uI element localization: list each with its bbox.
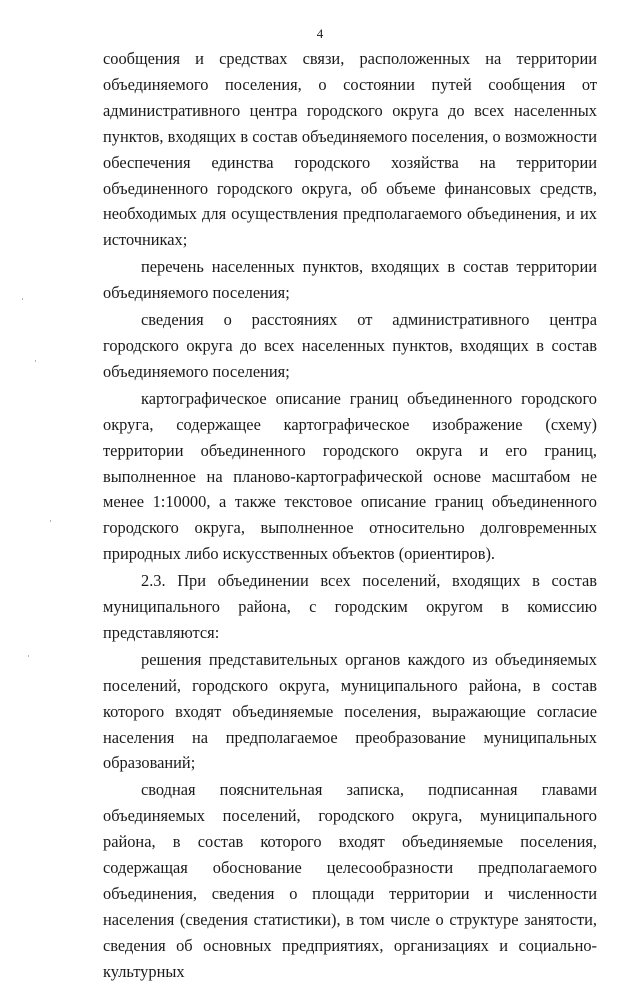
- paragraph-section-2-3: 2.3. При объединении всех поселений, входящих в состав муниципального района, с городским округом в комиссию представляются:: [103, 571, 597, 642]
- document-body: [103, 46, 597, 985]
- paragraph-cartographic-description: картографическое описание границ объединенного городского округа, содержащее картографическое изображение (схему) территории объединенного городского округа и его границ, выполненное на планово-картографической основе масштабом не менее 1:10000, а также текстовое описание границ объединенного городского округа, выполненное относительно долговременных природных либо искусственных объектов (ориентиров).: [103, 388, 597, 564]
- scan-speck: [50, 520, 51, 522]
- paragraph-settlements-list: перечень населенных пунктов, входящих в состав территории объединяемого поселения;: [103, 257, 597, 303]
- paragraph-decisions: решения представительных органов каждого из объединяемых поселений, городского округа, муниципального района, в состав которого входят объединяемые поселения, выражающие согласие населения на предполагаемое преобразование муниципальных образований;: [103, 649, 597, 773]
- scan-speck: [35, 360, 36, 362]
- page-number: 4: [316, 26, 324, 41]
- scan-speck: [28, 655, 29, 657]
- paragraph-continuation: сообщения и средствах связи, расположенных на территории объединяемого поселения, о состоянии путей сообщения от административного центра городского округа до всех населенных пунктов, входящих в состав объединяемого поселения, о возможности обеспечения единства городского хозяйства на территории объединенного городского округа, об объеме финансовых средств, необходимых для осуществления предполагаемого объединения, и их источниках;: [103, 49, 597, 250]
- scan-speck: [22, 298, 23, 300]
- paragraph-explanatory-note: сводная пояснительная записка, подписанная главами объединяемых поселений, городского округа, муниципального района, в состав которого входят объединяемые поселения, содержащая обоснование целесообразности предполагаемого объединения, сведения о площади территории и численности населения (сведения статистики), в том числе о структуре занятости, сведения об основных предприятиях, организациях и социально-культурных: [103, 780, 597, 981]
- paragraph-distances: сведения о расстояниях от административного центра городского округа до всех населенных пунктов, входящих в состав объединяемого поселения;: [103, 310, 597, 381]
